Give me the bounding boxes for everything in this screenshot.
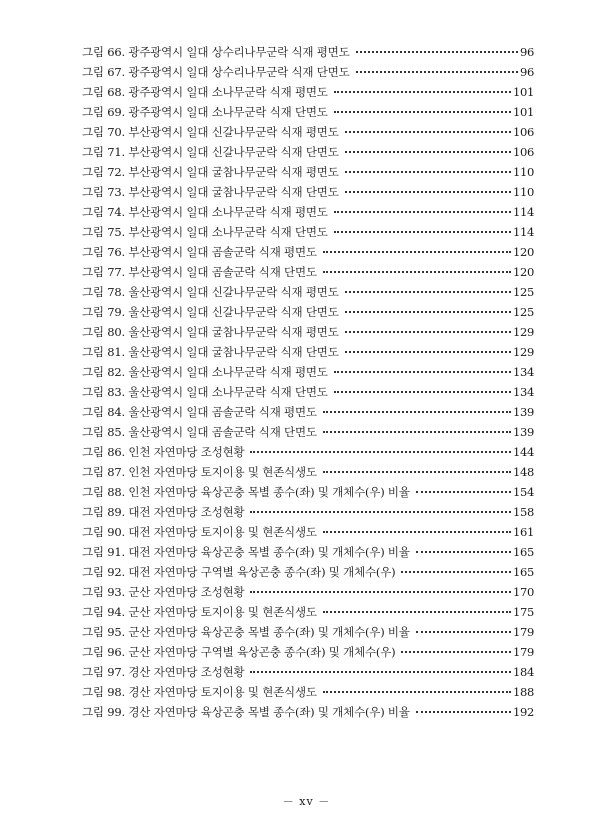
toc-entry-page: 101 bbox=[512, 85, 534, 99]
toc-entry-page: 175 bbox=[512, 605, 534, 619]
toc-entry-page: 134 bbox=[512, 385, 534, 399]
toc-entry-label: 그림 71. 부산광역시 일대 신갈나무군락 식재 단면도 bbox=[82, 145, 339, 159]
toc-entry-label: 그림 87. 인천 자연마당 토지이용 및 현존식생도 bbox=[82, 465, 317, 479]
toc-entry-label: 그림 98. 경산 자연마당 토지이용 및 현존식생도 bbox=[82, 685, 317, 699]
toc-entry[interactable] bbox=[82, 42, 534, 62]
toc-entry[interactable] bbox=[82, 82, 534, 102]
toc-leader-dots bbox=[323, 531, 511, 533]
toc-leader-dots bbox=[334, 391, 511, 393]
toc-entry-label: 그림 84. 울산광역시 일대 곰솔군락 식재 평면도 bbox=[82, 405, 317, 419]
toc-entry-label: 그림 93. 군산 자연마당 조성현황 bbox=[82, 585, 245, 599]
toc-leader-dots bbox=[323, 471, 511, 473]
toc-entry-page: 154 bbox=[512, 485, 534, 499]
toc-leader-dots bbox=[345, 291, 511, 293]
toc-entry[interactable] bbox=[82, 242, 534, 262]
toc-entry[interactable] bbox=[82, 222, 534, 242]
toc-entry-label: 그림 81. 울산광역시 일대 굴참나무군락 식재 단면도 bbox=[82, 345, 339, 359]
toc-leader-dots bbox=[334, 111, 511, 113]
toc-leader-dots bbox=[356, 51, 518, 53]
toc-entry-page: 110 bbox=[512, 165, 534, 179]
toc-entry-page: 101 bbox=[512, 105, 534, 119]
toc-leader-dots bbox=[401, 651, 511, 653]
toc-entry[interactable] bbox=[82, 282, 534, 302]
toc-entry[interactable] bbox=[82, 602, 534, 622]
toc-entry[interactable] bbox=[82, 482, 534, 502]
toc-entry-label: 그림 88. 인천 자연마당 육상곤충 목별 종수(좌) 및 개체수(우) 비율 bbox=[82, 485, 410, 499]
toc-entry-page: 114 bbox=[512, 205, 534, 219]
toc-entry-page: 188 bbox=[512, 685, 534, 699]
toc-entry-page: 106 bbox=[512, 145, 534, 159]
toc-entry[interactable] bbox=[82, 582, 534, 602]
toc-leader-dots bbox=[334, 371, 511, 373]
toc-leader-dots bbox=[345, 331, 511, 333]
toc-entry-label: 그림 95. 군산 자연마당 육상곤충 목별 종수(좌) 및 개체수(우) 비율 bbox=[82, 625, 410, 639]
toc-entry-label: 그림 82. 울산광역시 일대 소나무군락 식재 평면도 bbox=[82, 365, 328, 379]
toc-entry[interactable] bbox=[82, 562, 534, 582]
toc-entry[interactable] bbox=[82, 682, 534, 702]
toc-entry-label: 그림 96. 군산 자연마당 구역별 육상곤충 종수(좌) 및 개체수(우) bbox=[82, 645, 396, 659]
toc-leader-dots bbox=[250, 671, 511, 673]
toc-entry-label: 그림 91. 대전 자연마당 육상곤충 목별 종수(좌) 및 개체수(우) 비율 bbox=[82, 545, 410, 559]
toc-leader-dots bbox=[401, 571, 511, 573]
toc-entry-page: 139 bbox=[512, 425, 534, 439]
toc-entry-label: 그림 74. 부산광역시 일대 소나무군락 식재 평면도 bbox=[82, 205, 328, 219]
toc-entry-page: 139 bbox=[512, 405, 534, 419]
toc-entry-page: 161 bbox=[512, 525, 534, 539]
toc-entry-label: 그림 70. 부산광역시 일대 신갈나무군락 식재 평면도 bbox=[82, 125, 339, 139]
toc-entry-page: 134 bbox=[512, 365, 534, 379]
toc-entry-label: 그림 90. 대전 자연마당 토지이용 및 현존식생도 bbox=[82, 525, 317, 539]
toc-leader-dots bbox=[345, 311, 511, 313]
figure-list bbox=[82, 42, 534, 722]
toc-leader-dots bbox=[416, 551, 511, 553]
toc-entry-label: 그림 76. 부산광역시 일대 곰솔군락 식재 평면도 bbox=[82, 245, 317, 259]
toc-entry-page: 129 bbox=[512, 345, 534, 359]
toc-entry-label: 그림 94. 군산 자연마당 토지이용 및 현존식생도 bbox=[82, 605, 317, 619]
toc-leader-dots bbox=[250, 591, 511, 593]
toc-entry-page: 106 bbox=[512, 125, 534, 139]
toc-leader-dots bbox=[345, 351, 511, 353]
toc-entry[interactable] bbox=[82, 162, 534, 182]
toc-leader-dots bbox=[323, 431, 511, 433]
toc-leader-dots bbox=[416, 631, 511, 633]
toc-entry[interactable] bbox=[82, 662, 534, 682]
toc-leader-dots bbox=[323, 411, 511, 413]
toc-leader-dots bbox=[416, 711, 511, 713]
toc-entry-label: 그림 92. 대전 자연마당 구역별 육상곤충 종수(좌) 및 개체수(우) bbox=[82, 565, 396, 579]
toc-leader-dots bbox=[323, 251, 511, 253]
toc-entry-label: 그림 99. 경산 자연마당 육상곤충 목별 종수(좌) 및 개체수(우) 비율 bbox=[82, 705, 410, 719]
toc-entry[interactable] bbox=[82, 382, 534, 402]
toc-leader-dots bbox=[323, 611, 511, 613]
toc-leader-dots bbox=[416, 491, 511, 493]
toc-entry[interactable] bbox=[82, 122, 534, 142]
toc-entry[interactable] bbox=[82, 362, 534, 382]
toc-entry-label: 그림 97. 경산 자연마당 조성현황 bbox=[82, 665, 245, 679]
toc-entry[interactable] bbox=[82, 322, 534, 342]
toc-entry-label: 그림 85. 울산광역시 일대 곰솔군락 식재 단면도 bbox=[82, 425, 317, 439]
toc-entry-label: 그림 77. 부산광역시 일대 곰솔군락 식재 단면도 bbox=[82, 265, 317, 279]
toc-leader-dots bbox=[356, 71, 518, 73]
toc-leader-dots bbox=[323, 271, 511, 273]
toc-entry-page: 179 bbox=[512, 645, 534, 659]
toc-entry[interactable] bbox=[82, 622, 534, 642]
toc-entry-page: 192 bbox=[512, 705, 534, 719]
toc-entry[interactable] bbox=[82, 642, 534, 662]
toc-entry-label: 그림 66. 광주광역시 일대 상수리나무군락 식재 평면도 bbox=[82, 45, 350, 59]
toc-entry[interactable] bbox=[82, 102, 534, 122]
toc-entry-page: 184 bbox=[512, 665, 534, 679]
toc-entry[interactable] bbox=[82, 442, 534, 462]
toc-entry[interactable] bbox=[82, 182, 534, 202]
toc-entry-page: 165 bbox=[512, 545, 534, 559]
toc-entry-page: 96 bbox=[519, 45, 534, 59]
toc-leader-dots bbox=[345, 151, 511, 153]
toc-entry-label: 그림 68. 광주광역시 일대 소나무군락 식재 평면도 bbox=[82, 85, 328, 99]
toc-entry[interactable] bbox=[82, 262, 534, 282]
toc-entry-page: 120 bbox=[512, 245, 534, 259]
toc-entry[interactable] bbox=[82, 62, 534, 82]
toc-leader-dots bbox=[323, 691, 511, 693]
toc-entry-page: 179 bbox=[512, 625, 534, 639]
toc-entry-label: 그림 83. 울산광역시 일대 소나무군락 식재 단면도 bbox=[82, 385, 328, 399]
toc-leader-dots bbox=[345, 191, 511, 193]
toc-entry-page: 110 bbox=[512, 185, 534, 199]
toc-entry-label: 그림 80. 울산광역시 일대 굴참나무군락 식재 평면도 bbox=[82, 325, 339, 339]
toc-entry-label: 그림 89. 대전 자연마당 조성현황 bbox=[82, 505, 245, 519]
toc-leader-dots bbox=[250, 451, 511, 453]
toc-entry-page: 96 bbox=[519, 65, 534, 79]
toc-entry-label: 그림 72. 부산광역시 일대 굴참나무군락 식재 평면도 bbox=[82, 165, 339, 179]
toc-entry-label: 그림 75. 부산광역시 일대 소나무군락 식재 단면도 bbox=[82, 225, 328, 239]
toc-entry[interactable] bbox=[82, 502, 534, 522]
toc-entry[interactable] bbox=[82, 142, 534, 162]
toc-entry[interactable] bbox=[82, 702, 534, 722]
page-number-footer: － xv － bbox=[282, 795, 331, 808]
toc-entry-label: 그림 86. 인천 자연마당 조성현황 bbox=[82, 445, 245, 459]
toc-entry[interactable] bbox=[82, 462, 534, 482]
toc-entry[interactable] bbox=[82, 302, 534, 322]
toc-entry-label: 그림 69. 광주광역시 일대 소나무군락 식재 단면도 bbox=[82, 105, 328, 119]
toc-entry[interactable] bbox=[82, 542, 534, 562]
toc-entry-page: 120 bbox=[512, 265, 534, 279]
toc-entry-page: 125 bbox=[512, 285, 534, 299]
toc-leader-dots bbox=[345, 171, 511, 173]
toc-leader-dots bbox=[334, 91, 511, 93]
toc-entry[interactable] bbox=[82, 402, 534, 422]
toc-entry-page: 158 bbox=[512, 505, 534, 519]
toc-entry-label: 그림 79. 울산광역시 일대 신갈나무군락 식재 단면도 bbox=[82, 305, 339, 319]
toc-entry[interactable] bbox=[82, 202, 534, 222]
toc-entry-label: 그림 78. 울산광역시 일대 신갈나무군락 식재 평면도 bbox=[82, 285, 339, 299]
toc-entry-page: 114 bbox=[512, 225, 534, 239]
toc-entry-page: 165 bbox=[512, 565, 534, 579]
toc-entry[interactable] bbox=[82, 422, 534, 442]
toc-leader-dots bbox=[334, 231, 511, 233]
toc-entry-label: 그림 67. 광주광역시 일대 상수리나무군락 식재 단면도 bbox=[82, 65, 350, 79]
toc-leader-dots bbox=[334, 211, 511, 213]
toc-entry-page: 125 bbox=[512, 305, 534, 319]
toc-leader-dots bbox=[345, 131, 511, 133]
toc-leader-dots bbox=[250, 511, 511, 513]
toc-entry-page: 148 bbox=[512, 465, 534, 479]
toc-entry-page: 144 bbox=[512, 445, 534, 459]
toc-entry-page: 170 bbox=[512, 585, 534, 599]
toc-entry-label: 그림 73. 부산광역시 일대 굴참나무군락 식재 단면도 bbox=[82, 185, 339, 199]
toc-entry-page: 129 bbox=[512, 325, 534, 339]
toc-entry[interactable] bbox=[82, 342, 534, 362]
toc-entry[interactable] bbox=[82, 522, 534, 542]
